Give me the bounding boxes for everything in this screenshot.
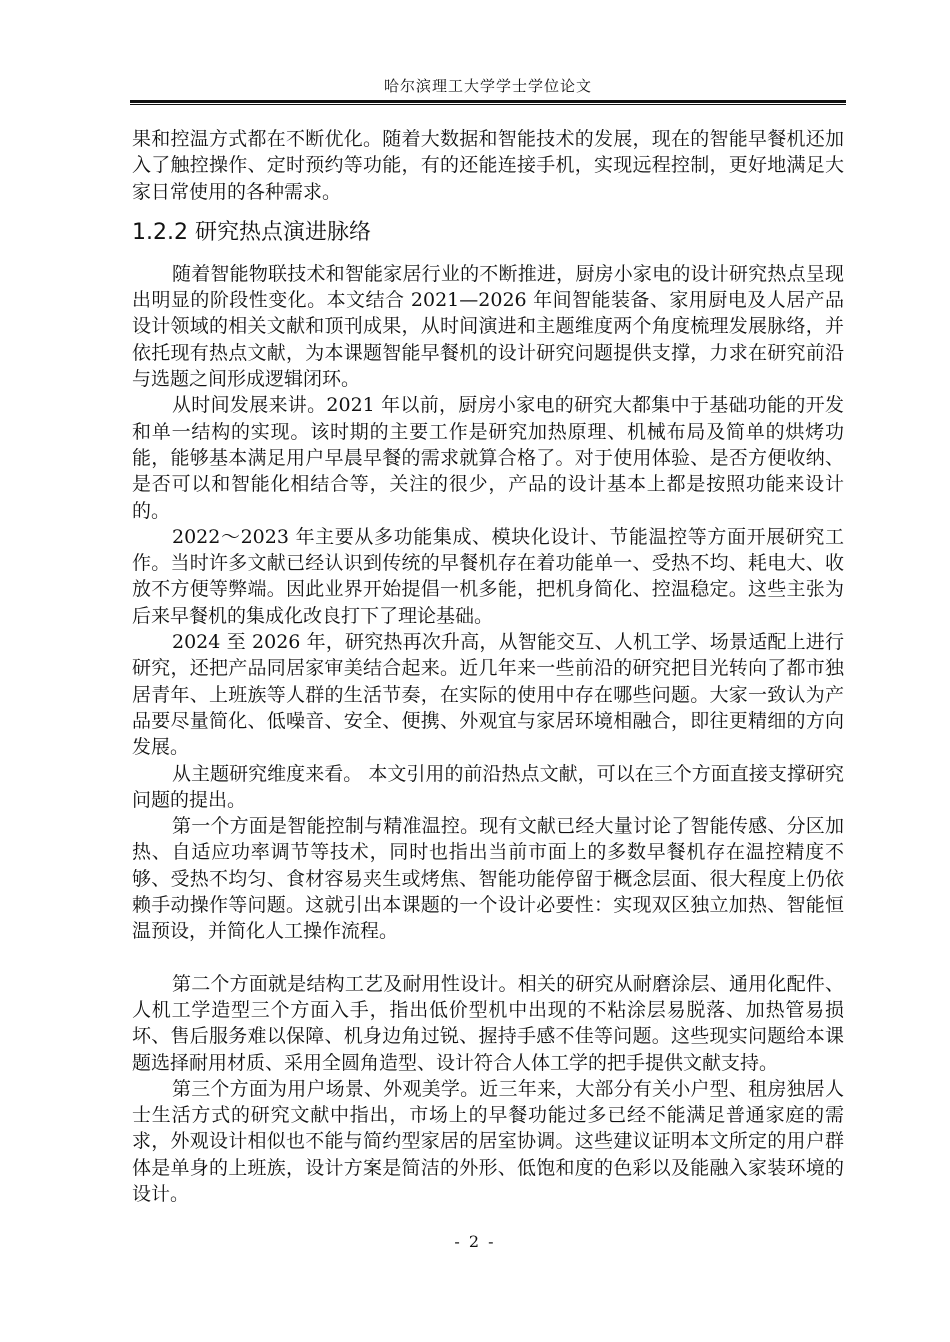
page-body: [132, 126, 844, 1207]
paragraph-continuation: 果和控温方式都在不断优化。随着大数据和智能技术的发展，现在的智能早餐机还加入了触控操作、定时预约等功能，有的还能连接手机，实现远程控制，更好地满足大家日常使用的各种需求。: [132, 128, 844, 203]
paragraph-theme-intro: 从主题研究维度来看。 本文引用的前沿热点文献，可以在三个方面直接支撑研究问题的提出。: [132, 762, 844, 811]
paragraph-intro: 随着智能物联技术和智能家居行业的不断推进，厨房小家电的设计研究热点呈现出明显的阶段性变化。本文结合 2021—2026 年间智能装备、家用厨电及人居产品设计领域的相关文献和顶刊成果，从时间演进和主题维度两个角度梳理发展脉络，并依托现有热点文献，为本课题智能早餐机的设计研究问题提供支撑，力求在研究前沿与选题之间形成逻辑闭环。: [132, 262, 844, 391]
paragraph-aspect-three: 第三个方面为用户场景、外观美学。近三年来，大部分有关小户型、租房独居人士生活方式的研究文献中指出，市场上的早餐功能过多已经不能满足普通家庭的需求，外观设计相似也不能与简约型家居的居室协调。这些建议证明本文所定的用户群体是单身的上班族，设计方案是简洁的外形、低饱和度的色彩以及能融入家装环境的设计。: [132, 1077, 844, 1205]
paragraph-timeline-2022-2023: 2022～2023 年主要从多功能集成、模块化设计、节能温控等方面开展研究工作。当时许多文献已经认识到传统的早餐机存在着功能单一、受热不均、耗电大、收放不方便等弊端。因此业界开始提倡一机多能，把机身简化、控温稳定。这些主张为后来早餐机的集成化改良打下了理论基础。: [132, 525, 844, 627]
running-header: 哈尔滨理工大学学士学位论文: [383, 77, 592, 95]
paragraph-aspect-one: 第一个方面是智能控制与精准温控。现有文献已经大量讨论了智能传感、分区加热、自适应功率调节等技术，同时也指出当前市面上的多数早餐机存在温控精度不够、受热不均匀、食材容易夹生或烤焦、智能功能停留于概念层面、很大程度上仍依赖手动操作等问题。这就引出本课题的一个设计必要性：实现双区独立加热、智能恒温预设，并简化人工操作流程。: [132, 815, 844, 943]
section-heading: 1.2.2 研究热点演进脉络: [132, 219, 371, 245]
header-rule: [130, 100, 846, 105]
paragraph-gap: [132, 945, 844, 971]
paragraph-timeline-pre2021: 从时间发展来讲。2021 年以前，厨房小家电的研究大都集中于基础功能的开发和单一结构的实现。该时期的主要工作是研究加热原理、机械布局及简单的烘烤功能，能够基本满足用户早晨早餐的需求就算合格了。对于使用体验、是否方便收纳、是否可以和智能化相结合等，关注的很少，产品的设计基本上都是按照功能来设计的。: [132, 394, 844, 522]
paragraph-timeline-2024-2026: 2024 至 2026 年，研究热再次升高，从智能交互、人机工学、场景适配上进行研究，还把产品同居家审美结合起来。近几年来一些前沿的研究把目光转向了都市独居青年、上班族等人群的生活节奏，在实际的使用中存在哪些问题。大家一致认为产品要尽量简化、低噪音、安全、便携、外观宜与家居环境相融合，即往更精细的方向发展。: [132, 631, 844, 759]
paragraph-aspect-two: 第二个方面就是结构工艺及耐用性设计。相关的研究从耐磨涂层、通用化配件、人机工学造型三个方面入手，指出低价型机中出现的不粘涂层易脱落、加热管易损坏、售后服务难以保障、机身边角过锐、握持手感不佳等问题。这些现实问题给本课题选择耐用材质、采用全圆角造型、设计符合人体工学的把手提供文献支持。: [132, 972, 844, 1074]
page-number: - 2 -: [454, 1232, 496, 1251]
